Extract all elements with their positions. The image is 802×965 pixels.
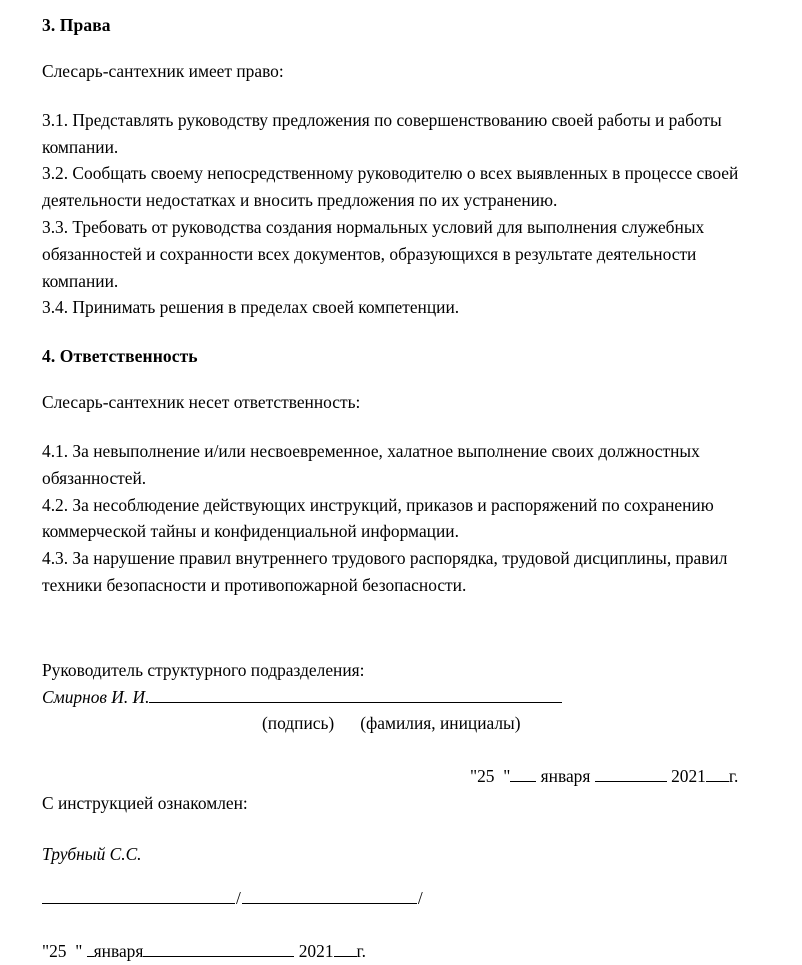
ack-date-year: 2021 bbox=[298, 940, 334, 961]
caption-fullname: (фамилия, инициалы) bbox=[360, 713, 521, 734]
signature-title-label: Руководитель структурного подразделения: bbox=[42, 659, 365, 680]
signature-name: Смирнов И. И. bbox=[42, 686, 150, 707]
clause-4-2: 4.2. За несоблюдение действующих инструкций, приказов и распоряжений по сохранению коммерческой тайны и конфиденциальной информации. bbox=[42, 494, 714, 542]
spacer bbox=[42, 321, 768, 345]
section-heading-responsibility: 4. Ответственность bbox=[42, 346, 198, 367]
clause-4-3: 4.3. За нарушение правил внутреннего трудового распорядка, трудовой дисциплины, правил техники безопасности и противопожарной безопасности. bbox=[42, 548, 728, 595]
spacer bbox=[42, 599, 768, 657]
acknowledgement-name: Трубный С.С. bbox=[42, 843, 142, 864]
caption-signature: (подпись) bbox=[262, 713, 335, 734]
acknowledgement-signature-rule[interactable] bbox=[42, 889, 235, 904]
date-quote-open: "25 bbox=[470, 766, 495, 787]
section-intro-rights: Слесарь-сантехник имеет право: bbox=[42, 61, 284, 81]
signature-rule[interactable] bbox=[149, 687, 562, 702]
spacer bbox=[42, 367, 768, 389]
date-quote-close: " bbox=[503, 766, 511, 787]
ack-date-month: января bbox=[93, 940, 144, 961]
acknowledgement-slash-second: / bbox=[417, 887, 423, 908]
spacer bbox=[42, 416, 768, 438]
signature-name-row bbox=[42, 684, 768, 711]
clause-3-3: 3.3. Требовать от руководства создания нормальных условий для выполнения служебных обязанностей и сохранности всех документов, образующихся в результате деятельности компании. bbox=[42, 216, 705, 291]
ack-date-year-rule[interactable] bbox=[334, 941, 357, 956]
date-year-suffix: г. bbox=[728, 766, 739, 787]
section-intro-responsibility: Слесарь-сантехник несет ответственность: bbox=[42, 392, 361, 413]
date-year-rule[interactable] bbox=[706, 767, 729, 782]
acknowledgement-rule-row bbox=[42, 885, 768, 912]
ack-date-quote-open: "25 bbox=[42, 940, 67, 961]
date-month: января bbox=[540, 766, 591, 787]
ack-date-day-rule[interactable] bbox=[87, 941, 94, 956]
spacer bbox=[42, 36, 768, 58]
section-responsibility bbox=[42, 345, 768, 599]
ack-date-quote-close: " bbox=[75, 940, 83, 961]
spacer bbox=[42, 85, 768, 107]
signature-captions bbox=[262, 710, 768, 737]
clause-3-4: 3.4. Принимать решения в пределах своей компетенции. bbox=[42, 297, 460, 318]
signature-block bbox=[42, 657, 768, 790]
acknowledgement-slash-first: / bbox=[236, 887, 241, 908]
clause-3-1: 3.1. Представлять руководству предложения по совершенствованию своей работы и работы компании. bbox=[42, 109, 722, 157]
acknowledgement-date-line bbox=[42, 938, 768, 965]
section-rights bbox=[42, 14, 768, 321]
clause-4-1: 4.1. За невыполнение и/или несвоевременное, халатное выполнение своих должностных обязанностей. bbox=[42, 440, 700, 488]
section-heading-rights: 3. Права bbox=[42, 15, 111, 35]
acknowledgement-block bbox=[42, 790, 768, 965]
ack-date-year-suffix: г. bbox=[356, 940, 367, 961]
acknowledgement-name-rule[interactable] bbox=[242, 889, 417, 904]
date-day-rule[interactable] bbox=[510, 767, 536, 782]
clause-3-2: 3.2. Сообщать своему непосредственному руководителю о всех выявленных в процессе своей деятельности недостатках и вносить предложения по их устранению. bbox=[42, 163, 739, 211]
date-month-rule[interactable] bbox=[595, 767, 667, 782]
acknowledgement-heading: С инструкцией ознакомлен: bbox=[42, 792, 248, 813]
document-content bbox=[42, 14, 768, 965]
date-year: 2021 bbox=[671, 766, 706, 787]
ack-date-month-rule[interactable] bbox=[143, 941, 294, 956]
signature-date-line bbox=[470, 763, 768, 790]
